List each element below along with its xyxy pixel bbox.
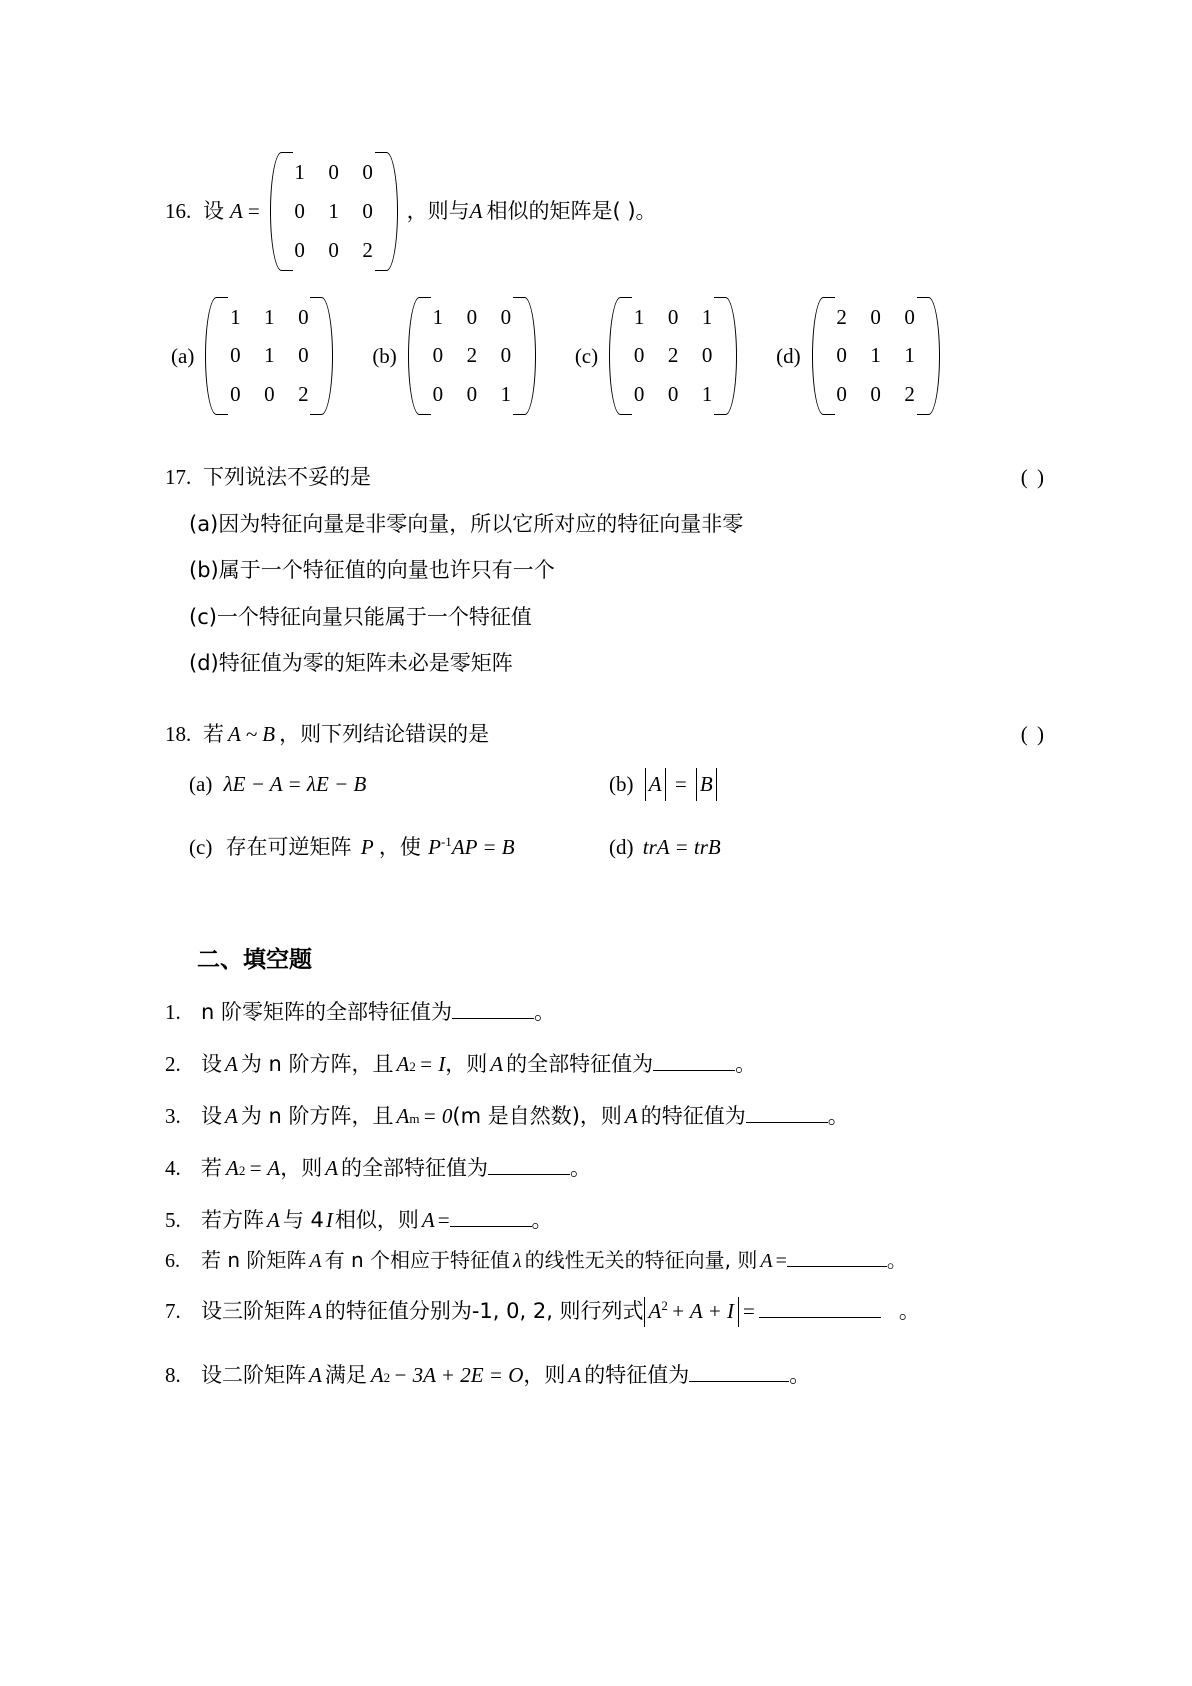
matrix-cell: 0 — [466, 304, 478, 329]
matrix-cell: 0 — [904, 304, 915, 329]
question-18 — [165, 718, 1072, 864]
fill-question-5-period: 。 — [531, 1208, 553, 1233]
option-a-label: (a) — [189, 772, 213, 797]
fill-question-3-equation: = 0 — [422, 1104, 453, 1129]
fill-question-6-period: 。 — [886, 1248, 907, 1273]
fill-question-4-blank[interactable] — [488, 1174, 570, 1175]
matrix-cell: 1 — [230, 304, 241, 329]
paren-right — [525, 295, 539, 418]
option-c-label: (c) — [189, 834, 213, 859]
fill-question-8-var-3: A — [568, 1362, 582, 1387]
fill-question-3-period: 。 — [827, 1104, 849, 1129]
fill-question-2-var-3: A — [490, 1052, 504, 1077]
fill-question-1 — [165, 996, 1072, 1026]
matrix-cell: 1 — [432, 304, 444, 329]
matrix-cell: 0 — [701, 343, 713, 368]
matrix-cell: 1 — [701, 304, 713, 329]
question-18-stem-post: ，则下列结论错误的是 — [279, 721, 490, 746]
question-17-option-b[interactable]: (b)属于一个特征值的向量也许只有一个 — [189, 558, 555, 583]
question-17-number: 17. — [165, 465, 192, 490]
fill-question-5-equals: = — [437, 1208, 450, 1233]
fill-question-5-var-2: I — [325, 1208, 333, 1233]
fill-question-7 — [165, 1295, 1072, 1326]
fill-question-2-text-d: 的全部特征值为 — [506, 1052, 654, 1077]
fill-question-5-number: 5. — [165, 1208, 181, 1233]
paren-left — [202, 295, 216, 418]
fill-question-4-text-b: ，则 — [280, 1156, 323, 1181]
matrix-cell: 2 — [466, 343, 478, 368]
question-18-option-d[interactable] — [609, 831, 721, 864]
fill-question-2-equation: = I — [418, 1052, 446, 1077]
option-b-right-det: B — [696, 768, 717, 801]
option-c-text: 存在可逆矩阵 — [225, 834, 352, 859]
fill-question-3-var-1: A — [225, 1104, 238, 1129]
fill-question-4-number: 4. — [165, 1156, 181, 1181]
fill-question-6-lambda: λ — [513, 1250, 522, 1273]
matrix-cell: 1 — [870, 343, 881, 368]
fill-question-1-text: n 阶零矩阵的全部特征值为 — [201, 1000, 452, 1025]
matrix-cell: 0 — [298, 343, 309, 368]
paren-left — [809, 295, 823, 418]
fill-question-8-text-a: 设二阶矩阵 — [201, 1362, 306, 1387]
option-b-left-det: A — [645, 768, 666, 801]
fill-question-8-text-d: 的特征值为 — [584, 1362, 690, 1387]
question-16 — [165, 150, 1072, 417]
matrix-cell: 2 — [836, 304, 847, 329]
matrix-cell: 2 — [904, 382, 915, 407]
fill-question-6-var-1: A — [309, 1250, 322, 1273]
fill-question-4-text-a: 若 — [201, 1156, 222, 1181]
fill-question-3-text-c: (m 是自然数)，则 — [452, 1104, 622, 1129]
question-17-option-d[interactable]: (d)特征值为零的矩阵未必是零矩阵 — [189, 651, 513, 676]
matrix-cell: 0 — [836, 382, 847, 407]
fill-question-2-blank[interactable] — [653, 1070, 735, 1071]
option-a-math: λE − A = λE − B — [223, 772, 367, 797]
fill-question-2-text-b: 为 n 阶方阵，且 — [240, 1052, 394, 1077]
matrix-cell: 0 — [500, 343, 512, 368]
question-16-lead: 设 — [203, 198, 224, 223]
fill-question-4-text-c: 的全部特征值为 — [341, 1156, 489, 1181]
fill-question-3: 3. 设 A 为 n 阶方阵，且 A m = 0 (m 是自然数)，则 A 的特征值为 。 — [165, 1100, 1072, 1130]
fill-question-7-blank[interactable] — [759, 1317, 881, 1318]
paren-right — [387, 150, 401, 273]
fill-question-8-text-b: 满足 — [324, 1362, 367, 1387]
fill-question-1-period: 。 — [533, 1000, 555, 1025]
option-b-label: (b) — [372, 343, 397, 368]
determinant-exponent: 2 — [661, 1298, 668, 1314]
fill-question-5-text-a: 若方阵 — [201, 1208, 264, 1233]
fill-question-2-period: 。 — [735, 1052, 757, 1077]
question-16-options — [171, 295, 1072, 418]
matrix-cell: 0 — [870, 382, 881, 407]
fill-question-3-text-a: 设 — [201, 1104, 222, 1129]
question-16-tail-var: A — [469, 198, 483, 223]
fill-question-8: 8. 设二阶矩阵 A 满足 A 2 − 3A + 2E = O ，则 A 的特征值为 。 — [165, 1359, 1072, 1389]
question-18-option-c[interactable] — [189, 831, 609, 864]
fill-question-4-var-2: A — [325, 1156, 339, 1181]
matrix-cell: 0 — [362, 160, 373, 184]
fill-question-8-number: 8. — [165, 1362, 181, 1387]
question-16-tail: ，则与 — [406, 198, 470, 223]
fill-question-3-blank[interactable] — [746, 1122, 828, 1123]
fill-question-2-text-c: ，则 — [445, 1052, 488, 1077]
option-c-label: (c) — [574, 343, 599, 368]
fill-question-5-text-b: 与 4 — [282, 1208, 324, 1233]
fill-question-4: 4. 若 A 2 = A ，则 A 的全部特征值为 。 — [165, 1152, 1072, 1182]
determinant-var: A — [648, 1299, 662, 1324]
fill-question-8-var-1: A — [309, 1362, 322, 1387]
fill-question-4-equation: = A — [248, 1156, 281, 1181]
matrix-cell: 0 — [362, 198, 373, 223]
question-18-stem-math: A ~ B — [228, 721, 276, 746]
fill-question-6-text-a: 若 n 阶矩阵 — [201, 1248, 307, 1273]
fill-question-6-number: 6. — [165, 1250, 180, 1273]
fill-question-5 — [165, 1204, 1072, 1234]
option-c-matrix[interactable] — [606, 295, 740, 418]
fill-question-7-text-b: 的特征值分别为-1, 0, 2, 则行列式 — [324, 1299, 644, 1324]
option-d-matrix[interactable] — [809, 295, 943, 418]
fill-question-7-equals: = — [743, 1299, 755, 1324]
fill-question-7-number: 7. — [165, 1299, 181, 1324]
fill-question-4-period: 。 — [570, 1156, 592, 1181]
matrix-cell: 0 — [230, 343, 241, 368]
fill-question-8-var-2: A — [370, 1362, 384, 1387]
matrix-cell: 0 — [466, 382, 478, 407]
paren-right — [929, 295, 943, 418]
fill-question-6-text-b: 有 n 个相应于特征值 — [324, 1248, 510, 1273]
fill-question-2-var-2: A — [396, 1052, 410, 1077]
fill-question-3-text-d: 的特征值为 — [640, 1104, 746, 1129]
matrix-cell: 0 — [633, 343, 645, 368]
option-d-math: trA = trB — [642, 834, 721, 859]
matrix-cell: 1 — [904, 343, 915, 368]
question-16-var: A — [230, 198, 243, 223]
fill-question-4-var-1: A — [226, 1156, 239, 1181]
fill-question-5-var-3: A — [421, 1208, 435, 1233]
question-16-stem — [165, 150, 1072, 273]
question-16-number: 16. — [165, 198, 192, 223]
fill-question-2: 2. 设 A 为 n 阶方阵，且 A 2 = I ，则 A 的全部特征值为 。 — [165, 1048, 1072, 1078]
question-17 — [165, 461, 1072, 680]
matrix-cell: 0 — [633, 382, 645, 407]
paren-right — [322, 295, 336, 418]
matrix-cell: 0 — [328, 160, 339, 184]
matrix-cell: 2 — [362, 237, 373, 262]
fill-question-6 — [165, 1244, 1072, 1273]
fill-question-3-text-b: 为 n 阶方阵，且 — [240, 1104, 394, 1129]
question-16-equals: = — [247, 198, 260, 223]
matrix-cell: 2 — [298, 382, 309, 407]
question-17-option-a[interactable]: (a)因为特征向量是非零向量，所以它所对应的特征向量非零 — [189, 511, 744, 536]
fill-question-8-blank[interactable] — [689, 1381, 789, 1382]
option-b-label: (b) — [609, 772, 634, 797]
matrix-cell: 1 — [500, 382, 512, 407]
matrix-cell: 1 — [264, 304, 275, 329]
matrix-cell: 0 — [264, 382, 275, 407]
matrix-cell: 0 — [667, 304, 679, 329]
fill-question-3-var-2: A — [396, 1104, 410, 1129]
fill-question-5-var-1: A — [267, 1208, 280, 1233]
option-c-math: AP = B — [451, 834, 515, 859]
fill-question-7-var-1: A — [309, 1299, 322, 1324]
question-18-row-1 — [189, 768, 1072, 801]
fill-question-2-var-1: A — [225, 1052, 238, 1077]
matrix-cell: 2 — [667, 343, 679, 368]
matrix-cell: 0 — [328, 237, 339, 262]
option-c-inv-var: P — [428, 834, 441, 859]
fill-question-1-blank[interactable] — [452, 1018, 534, 1019]
fill-question-7-text-a: 设三阶矩阵 — [201, 1299, 306, 1324]
fill-question-2-text-a: 设 — [201, 1052, 222, 1077]
matrix-cell: 0 — [667, 382, 679, 407]
fill-question-3-number: 3. — [165, 1104, 181, 1129]
question-18-option-b[interactable] — [609, 768, 717, 801]
question-18-number: 18. — [165, 721, 192, 746]
question-18-stem — [165, 718, 1072, 751]
paren-right — [726, 295, 740, 418]
matrix-cell: 0 — [500, 304, 512, 329]
paren-left — [606, 295, 620, 418]
matrix-cell: 0 — [432, 382, 444, 407]
option-c-var: P — [360, 834, 374, 859]
question-17-stem — [165, 461, 1072, 494]
matrix-cell: 0 — [836, 343, 847, 368]
paren-left — [405, 295, 419, 418]
question-18-answer-blank[interactable]: ( ) — [1020, 721, 1046, 746]
matrix-cell: 1 — [328, 198, 339, 223]
fill-question-5-text-c: 相似，则 — [334, 1208, 419, 1233]
option-a-label: (a) — [171, 343, 195, 368]
fill-question-3-var-3: A — [624, 1104, 638, 1129]
fill-question-8-period: 。 — [789, 1362, 811, 1387]
section-2-title: 二、填空题 — [197, 947, 312, 974]
question-16-matrix — [267, 150, 401, 273]
fill-question-8-equation: − 3A + 2E = O — [393, 1362, 524, 1387]
option-c-exponent: -1 — [440, 833, 452, 849]
fill-question-6-var-3: A — [760, 1250, 773, 1273]
fill-question-7-period: 。 — [898, 1299, 920, 1324]
fill-question-6-equals: = — [775, 1250, 787, 1273]
matrix-cell: 0 — [870, 304, 881, 329]
fill-question-7-determinant — [644, 1297, 740, 1326]
question-18-row-2 — [189, 831, 1072, 864]
matrix-cell: 1 — [264, 343, 275, 368]
matrix-cell: 0 — [294, 237, 305, 262]
matrix-cell: 0 — [432, 343, 444, 368]
option-b-matrix[interactable] — [405, 295, 539, 418]
matrix-cell: 1 — [294, 160, 305, 184]
option-d-label: (d) — [609, 834, 634, 859]
question-18-stem-pre: 若 — [203, 721, 224, 746]
question-16-tail2: 相似的矩阵是( )。 — [486, 198, 657, 223]
fill-question-6-blank[interactable] — [787, 1266, 887, 1267]
matrix-cell: 0 — [294, 198, 305, 223]
matrix-cell: 0 — [298, 304, 309, 329]
paren-left — [267, 150, 281, 273]
matrix-cell: 1 — [701, 382, 713, 407]
option-d-label: (d) — [776, 343, 801, 368]
fill-question-1-number: 1. — [165, 1000, 181, 1025]
fill-question-8-text-c: ，则 — [523, 1362, 566, 1387]
question-17-text: 下列说法不妥的是 — [203, 465, 371, 490]
fill-question-6-text-c: 的线性无关的特征向量, 则 — [524, 1248, 758, 1273]
matrix-cell: 0 — [230, 382, 241, 407]
option-b-equals: = — [674, 772, 687, 797]
matrix-cell: 1 — [633, 304, 645, 329]
question-17-answer-blank[interactable]: ( ) — [1020, 465, 1046, 490]
option-a-matrix[interactable] — [202, 295, 336, 418]
question-17-option-c[interactable]: (c)一个特征向量只能属于一个特征值 — [189, 604, 532, 629]
question-18-option-a[interactable] — [189, 768, 609, 801]
determinant-rest: + A + I — [670, 1299, 735, 1324]
option-c-text2: ，使 — [378, 834, 421, 859]
fill-question-2-number: 2. — [165, 1052, 181, 1077]
fill-question-5-blank[interactable] — [450, 1226, 532, 1227]
